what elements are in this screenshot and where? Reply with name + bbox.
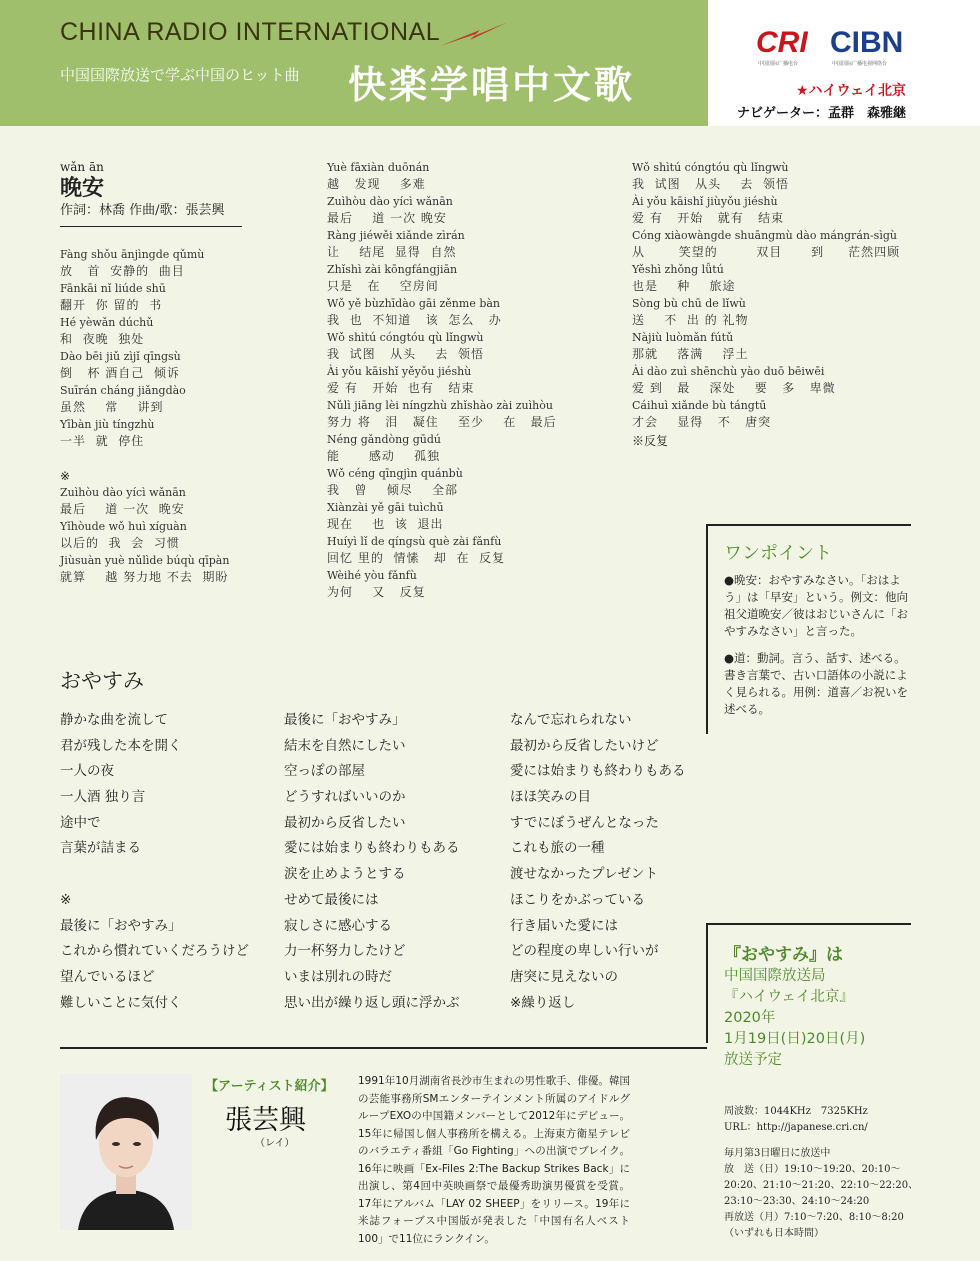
pinyin-line: Ài yǒu kāishǐ yěyǒu jiéshù [327, 365, 472, 378]
japanese-line: 君が残した本を開く [60, 737, 182, 754]
navigator-names: ナビゲーター：孟群 森雅継 [736, 106, 906, 121]
pinyin-line: Yěshì zhǒng lǚtú [632, 263, 724, 276]
hanzi-line: 放 首 安静的 曲目 [60, 264, 185, 278]
pinyin-line: Hé yèwǎn dúchǔ [60, 316, 154, 329]
onepoint-left-rule [706, 524, 708, 734]
cri-logo-caption: 中国国际广播电台 [758, 61, 799, 67]
japanese-line: 空っぽの部屋 [284, 763, 365, 780]
song-title: 晚安 [60, 175, 105, 201]
pinyin-line: Wǒ shìtú cóngtóu qù lǐngwù [327, 331, 484, 344]
pinyin-line: Wǒ shìtú cóngtóu qù lǐngwù [632, 161, 789, 174]
japanese-title: おやすみ [60, 669, 144, 693]
refrain-mark: ※ [60, 469, 71, 483]
japanese-line: 静かな曲を流して [60, 712, 168, 728]
header-banner [0, 0, 708, 126]
hanzi-line: 和 夜晚 独处 [60, 332, 145, 346]
frequency-info [724, 1104, 924, 1242]
hanzi-line: 为何 又 反复 [327, 585, 426, 599]
hanzi-line: 能 感动 孤独 [327, 449, 441, 463]
japanese-line: 最初から反省したいけど [510, 737, 659, 754]
japanese-column-2 [284, 708, 460, 1016]
japanese-line: いまは別れの時だ [284, 968, 392, 985]
pinyin-line: Jiùsuàn yuè nǔlìde búqù qīpàn [60, 554, 230, 567]
pinyin-line: Yǐhòude wǒ huì xíguàn [60, 520, 187, 533]
hanzi-line: 一半 就 停住 [60, 434, 145, 448]
hanzi-line: 努力 将 泪 凝住 至少 在 最后 [327, 415, 557, 429]
japanese-line: 唐突に見えないの [510, 968, 618, 985]
pinyin-line: Dào bēi jiǔ zìjǐ qīngsù [60, 350, 181, 363]
japanese-line: これも旅の一種 [510, 840, 605, 857]
pinyin-line: Nǔlì jiāng lèi níngzhù zhǐshào zài zuìhòu [327, 399, 553, 412]
schedule-note: 毎月第3日曜日に放送中 [724, 1148, 831, 1159]
japanese-line: 最後に「おやすみ」 [284, 712, 406, 728]
japanese-line: ※繰り返し [510, 994, 576, 1011]
pinyin-line: Zuìhòu dào yícì wǎnān [60, 486, 186, 499]
hanzi-line: 送 不 出 的 礼物 [632, 313, 749, 327]
pinyin-line: Nàjiù luòmǎn fútǔ [632, 331, 734, 344]
pinyin-line: Fàng shǒu ānjìngde qǔmù [60, 248, 205, 261]
japanese-line: 難しいことに気付く [60, 994, 182, 1011]
hanzi-line: 爱 有 开始 也有 结束 [327, 381, 475, 395]
broadcast-top-rule [706, 923, 911, 925]
section-divider [60, 1047, 707, 1049]
pinyin-line: Wǒ yě bùzhīdào gāi zěnme bàn [327, 297, 501, 310]
lyrics-column-1 [60, 160, 310, 587]
japanese-line: 寂しさに感心する [284, 917, 392, 934]
broadcast-line: 放送予定 [724, 1052, 782, 1068]
frequency: 周波数：1044KHz 7325KHz [724, 1106, 868, 1117]
japanese-line: どの程度の卑しい行いが [510, 943, 659, 960]
artist-bio: 1991年10月湖南省長沙市生まれの男性歌手、俳優。韓国の芸能事務所SMエンターテインメント所属のアイドルグループEXOの中国籍メンバーとして2012年にデビュー。15年に帰国し個人事務所を構える。上海東方衛星テレビのバラエティ番組「Go Fighting」への出演でブレイク。16年に映画「Ex-Files 2:The Backup Strikes Back」に出演し、第4回中英映画祭で最優秀助演男優賞を受賞。17年にアルバム「LAY 02 SHEEP」をリリース。19年に米誌フォーブス中国版が発表した「中国有名人ベスト100」で11位にランクイン。 [358, 1075, 630, 1245]
hanzi-line: 最后 道 一次 晚安 [60, 502, 185, 516]
header-main-title: 快楽学唱中文歌 [348, 63, 636, 107]
japanese-line: せめて最後には [284, 891, 379, 908]
pinyin-line: Zhǐshì zài kōngfángjiān [327, 263, 458, 276]
japanese-line: ※ [60, 891, 72, 908]
hanzi-line: 才会 显得 不 唐突 [632, 415, 772, 429]
hanzi-line: 以后的 我 会 习惯 [60, 536, 180, 550]
japanese-line: 最後に「おやすみ」 [60, 917, 182, 934]
pinyin-line: Yībàn jiù tíngzhù [60, 418, 155, 431]
onepoint-item-2: ●道：動詞。言う、話す、述べる。書き言葉で、古い口語体の小説によく見られる。用例：道喜／お祝いを述べる。 [724, 651, 908, 716]
onepoint-item-1: ●晩安：おやすみなさい。「おはよう」は「早安」という。例文：他向祖父道晩安／彼はおじいさんに「おやすみなさい」と言った。 [724, 573, 908, 638]
song-title-pinyin: wǎn ān [60, 160, 104, 174]
japanese-line: 力一杯努力したけど [284, 943, 406, 960]
japanese-line: 渡せなかったプレゼント [510, 866, 658, 883]
hanzi-line: 那就 落满 浮土 [632, 347, 749, 361]
hanzi-line: 让 结尾 显得 自然 [327, 245, 457, 259]
japanese-line: 一人酒 独り言 [60, 789, 146, 806]
japanese-line: 愛には始まりも終わりもある [510, 763, 686, 780]
broadcast-left-rule [706, 923, 708, 1043]
rebroadcast-times: 再放送（月）7:10～7:20、8:10～8:20 [724, 1212, 904, 1223]
hanzi-line: 我 试图 从头 去 领悟 [327, 347, 484, 361]
song-credit: 作詞：林喬 作曲/歌：張芸興 [60, 202, 242, 227]
japanese-line: 行き届いた愛には [510, 917, 618, 934]
hanzi-line: 回忆 里的 情愫 却 在 反复 [327, 551, 506, 565]
pinyin-line: Yuè fāxiàn duōnán [327, 161, 430, 174]
hanzi-line: 翻开 你 留的 书 [60, 298, 163, 312]
hanzi-line: 越 发现 多难 [327, 177, 426, 191]
pinyin-line: Cóng xiàowàngde shuāngmù dào mángrán-sìgù [632, 229, 897, 242]
japanese-line: 涙を止めようとする [284, 866, 406, 883]
hanzi-line: 我 也 不知道 该 怎么 办 [327, 313, 502, 327]
lyrics-column-2 [327, 160, 617, 602]
japanese-line: ほほ笑みの目 [510, 789, 591, 806]
artist-name: 張芸興 [225, 1105, 306, 1136]
website-url[interactable]: URL：http://japanese.cri.cn/ [724, 1122, 868, 1133]
onepoint-title: ワンポイント [724, 543, 832, 564]
japanese-column-3 [510, 708, 686, 1016]
hanzi-line: 虽然 常 讲到 [60, 400, 164, 414]
hanzi-line: 就算 越 努力地 不去 期盼 [60, 570, 229, 584]
japanese-line: 言葉が詰まる [60, 840, 141, 857]
hanzi-line: 我 曾 倾尽 全部 [327, 483, 458, 497]
pinyin-line: Ràng jiéwěi xiǎnde zìrán [327, 229, 465, 242]
japanese-line: どうすればいいのか [284, 789, 406, 806]
hanzi-line: 爱 有 开始 就有 结束 [632, 211, 785, 225]
pinyin-line: Wèihé yòu fǎnfù [327, 569, 417, 582]
hanzi-line: 现在 也 该 退出 [327, 517, 444, 531]
japanese-line: 一人の夜 [60, 763, 114, 780]
logo-area [708, 0, 980, 126]
hanzi-line: 倒 杯 酒自己 倾诉 [60, 366, 180, 380]
lyrics-block-1a [60, 247, 310, 451]
onepoint-body [724, 572, 914, 728]
lyrics-block-3 [632, 160, 922, 432]
pinyin-line: Xiànzài yě gāi tuìchū [327, 501, 444, 514]
onepoint-top-rule [706, 524, 911, 526]
cri-logo: CRI [756, 26, 808, 59]
broadcast-line: 1月19日(日)20日(月) [724, 1031, 866, 1047]
timezone-note: （いずれも日本時間） [724, 1228, 824, 1239]
broadcast-line: 中国国際放送局 [724, 968, 826, 984]
hanzi-line: 爱 到 最 深处 要 多 卑微 [632, 381, 836, 395]
japanese-line: 最初から反省したい [284, 814, 406, 831]
brand-title: CHINA RADIO INTERNATIONAL [60, 18, 441, 46]
japanese-line: ほこりをかぶっている [510, 891, 645, 908]
pinyin-line: Ài yǒu kāishǐ jiùyǒu jiéshù [632, 195, 778, 208]
japanese-line: 途中で [60, 814, 101, 831]
pinyin-line: Sòng bù chū de lǐwù [632, 297, 746, 310]
header-subtitle: 中国国際放送で学ぶ中国のヒット曲 [60, 66, 300, 84]
hanzi-line: 从 笑望的 双目 到 茫然四顾 [632, 245, 901, 259]
hanzi-line: 最后 道 一次 晚安 [327, 211, 447, 225]
hanzi-line: 我 试图 从头 去 领悟 [632, 177, 789, 191]
artist-photo [60, 1074, 192, 1230]
artist-reading: （レイ） [255, 1138, 295, 1149]
broadcast-line: 『ハイウェイ北京』 [724, 989, 854, 1005]
japanese-column-1 [60, 708, 249, 1016]
lyrics-block-1b [60, 485, 310, 587]
japanese-line: なんで忘れられない [510, 712, 632, 728]
lightning-icon [440, 20, 510, 48]
pinyin-line: Ài dào zuì shēnchù yào duō bēiwēi [632, 365, 825, 378]
japanese-line: 望んでいるほど [60, 968, 155, 985]
lyrics-block-2 [327, 160, 617, 602]
pinyin-line: Zuìhòu dào yícì wǎnān [327, 195, 453, 208]
japanese-line: すでにぼうぜんとなった [510, 814, 659, 831]
japanese-line: 結末を自然にしたい [284, 737, 406, 754]
broadcast-info [724, 944, 914, 1071]
japanese-line: 愛には始まりも終わりもある [284, 840, 460, 857]
cibn-logo: CIBN [830, 26, 904, 59]
broadcast-times: 放 送（日）19:10～19:20、20:10～20:20、21:10～21:20、22:10～22:20、23:10～23:30、24:10～24:20 [724, 1164, 919, 1207]
broadcast-heading: 『おやすみ』は [724, 945, 843, 965]
program-name: ★ハイウェイ北京 [796, 83, 906, 99]
cibn-logo-caption: 中国国际广播电视网络台 [832, 61, 888, 67]
pinyin-line: Fānkāi nǐ liúde shū [60, 282, 166, 295]
hanzi-line: 只是 在 空房间 [327, 279, 439, 293]
japanese-line: 思い出が繰り返し頭に浮かぶ [284, 994, 460, 1011]
pinyin-line: Wǒ céng qīngjìn quánbù [327, 467, 463, 480]
repeat-mark: ※反复 [632, 434, 669, 448]
japanese-line: これから慣れていくだろうけど [60, 943, 249, 960]
pinyin-line: Néng gǎndòng gūdú [327, 433, 441, 446]
pinyin-line: Suīrán cháng jiǎngdào [60, 384, 186, 397]
pinyin-line: Cáihuì xiǎnde bù tángtū [632, 399, 767, 412]
artist-label: 【アーティスト紹介】 [205, 1079, 334, 1094]
pinyin-line: Huíyì lǐ de qíngsù què zài fǎnfù [327, 535, 502, 548]
japanese-line [60, 862, 249, 888]
broadcast-line: 2020年 [724, 1010, 776, 1026]
hanzi-line: 也是 种 旅途 [632, 279, 736, 293]
lyrics-column-3 [632, 160, 922, 450]
